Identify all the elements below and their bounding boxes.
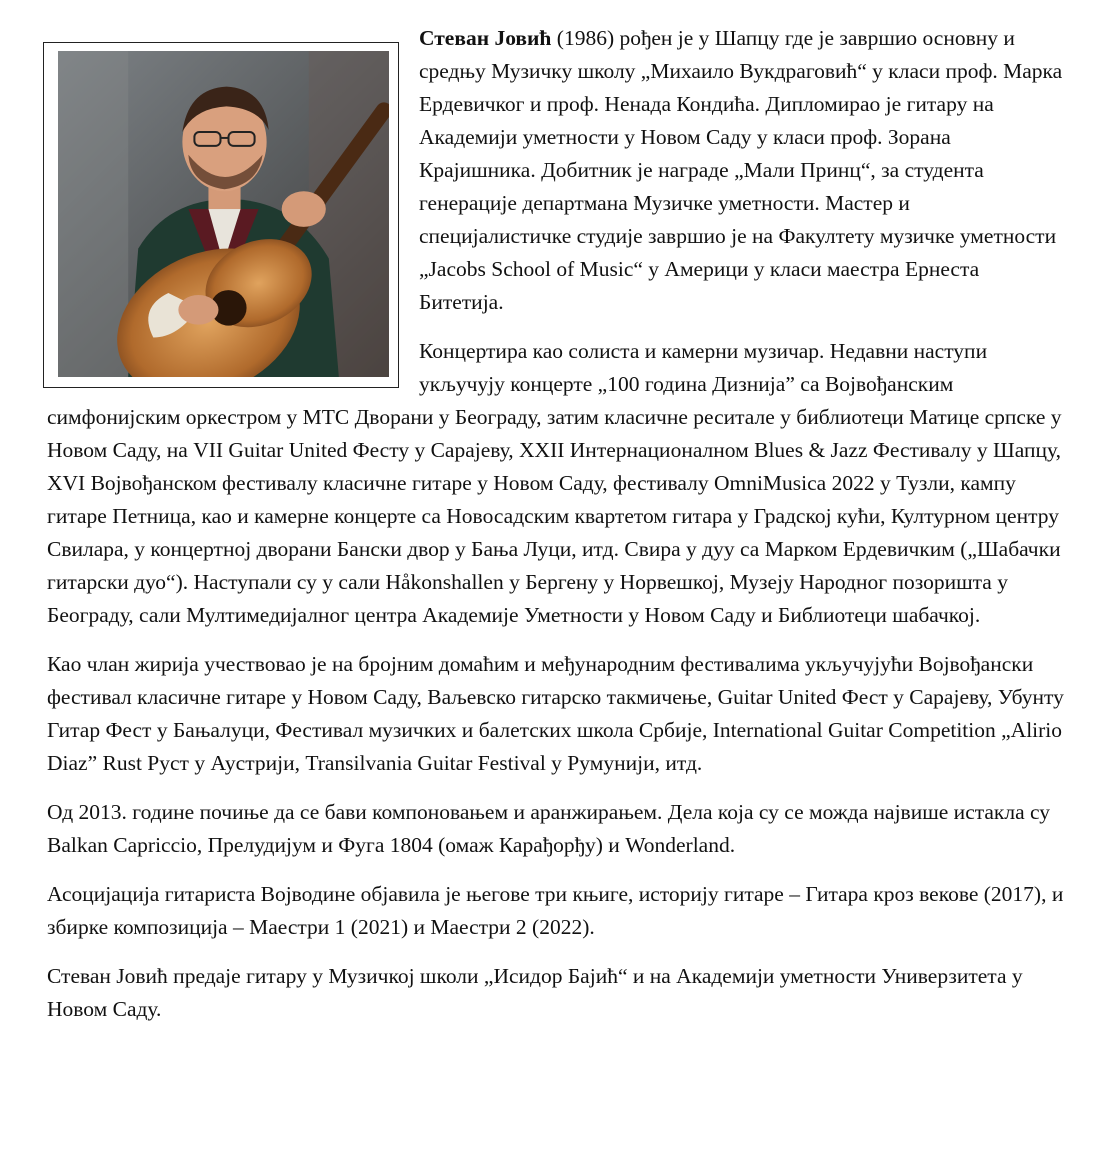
guitarist-photo	[58, 51, 389, 377]
bio-paragraph-4: Од 2013. године почиње да се бави компоновањем и аранжирањем. Дела која су се можда највише истакла су Balkan Capriccio, Прелудијум и Фуга 1804 (омаж Карађорђу) и Wonderland.	[47, 800, 1051, 857]
bio-name: Стеван Јовић	[419, 26, 552, 50]
document-page	[47, 22, 1065, 1042]
bio-paragraph-6: Стеван Јовић предаје гитару у Музичкој школи „Исидор Бајић“ и на Академији уметности Универзитета у Новом Саду.	[47, 964, 1023, 1021]
photo-frame	[43, 42, 399, 388]
bio-paragraph-2: Концертира као солиста и камерни музичар. Недавни наступи укључују концерте „100 година Дизнија” са Војвођанским симфонијским оркестром у МТС Дворани у Београду, затим класичне реситале у библиотеци Матице српске у Новом Саду, на VII Guitar United Фесту у Сарајеву, XXII Интернационалном Blues & Jazz Фестивалу у Шапцу, XVI Војвођанском фестивалу класичне гитаре у Новом Саду, фестивалу OmniMusica 2022 у Тузли, кампу гитаре Петница, као и камерне концерте са Новосадским квартетом гитара у Градској кући, Културном центру Свилара, у концертној дворани Бански двор у Бањa Луци, итд. Свира у дуу са Марком Ердевичким („Шабачки гитарски дуо“). Наступали су у сали Håkonshallen у Бергену у Норвешкој, Музеју Народног позоришта у Београду, сали Мултимедијалног центра Академије Уметности у Новом Саду и Библиотеци шабачкој.	[47, 339, 1062, 627]
guitarist-illustration	[58, 51, 389, 377]
bio-paragraph-1-text: (1986) рођен је у Шапцу где је завршио основну и средњу Музичку школу „Михаило Вукдраговић“ у класи проф. Марка Ердевичког и проф. Ненада Кондића. Дипломирао је гитару на Академији уметности у Новом Саду у класи проф. Зорана Крајишника. Добитник је награде „Мали Принц“, за студента генерације департмана Музичке уметности. Мастер и специјалистичке студије завршио је на Факултету музичке уметности „Jacobs School of Music“ у Америци у класи маестра Ернеста Битетија.	[419, 26, 1063, 314]
bio-paragraph-3: Као члан жирија учествовао је на бројним домаћим и међународним фестивалима укључујући Војвођански фестивал класичне гитаре у Новом Саду, Ваљевско гитарско такмичење, Guitar United Фест у Сарајеву, Убунту Гитар Фест у Бањалуци, Фестивал музичких и балетских школа Србије, International Guitar Competition „Alirio Diaz” Rust Руст у Аустрији, Transilvania Guitar Festival у Румунији, итд.	[47, 652, 1064, 775]
bio-paragraph-5: Асоцијација гитариста Војводине објавила је његове три књиге, историју гитаре – Гитара кроз векове (2017), и збирке композиција – Маестри 1 (2021) и Маестри 2 (2022).	[47, 882, 1064, 939]
